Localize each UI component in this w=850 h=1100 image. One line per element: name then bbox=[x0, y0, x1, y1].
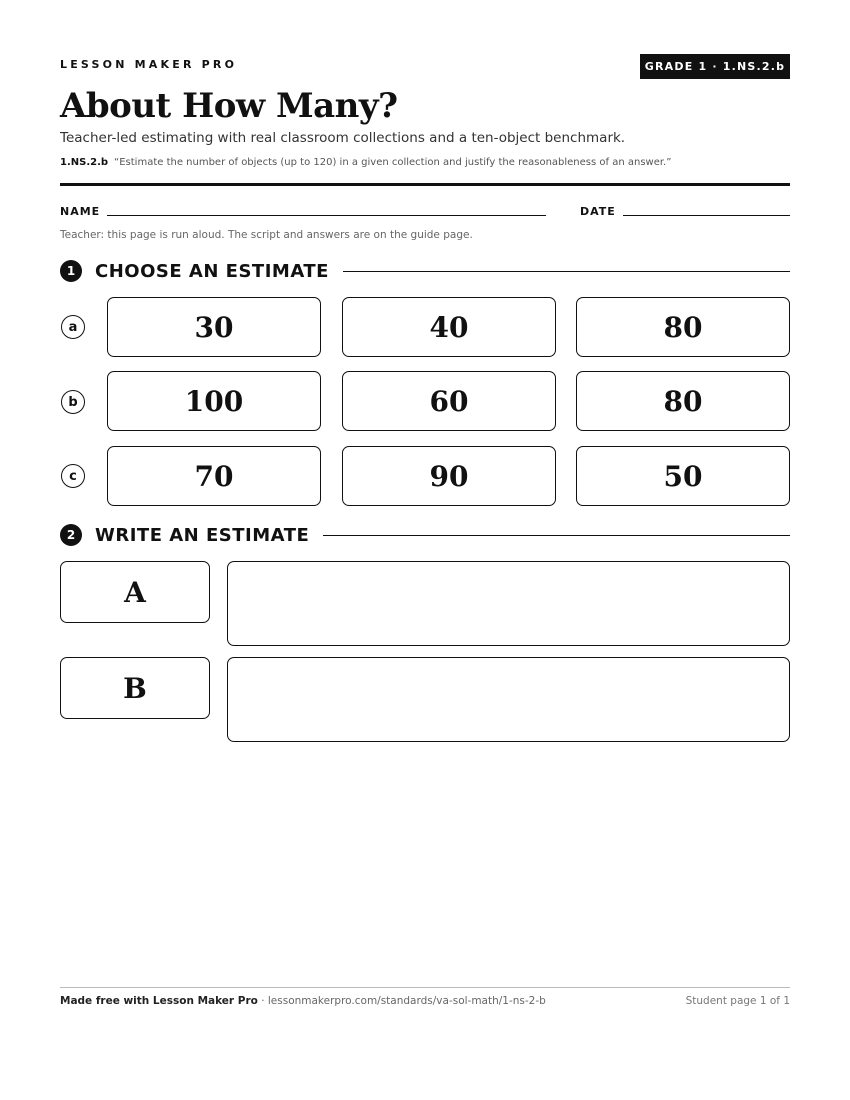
standard-code: 1.NS.2.b bbox=[60, 157, 109, 168]
choice-box[interactable]: 100 bbox=[107, 371, 321, 431]
section-number: 1 bbox=[60, 260, 82, 282]
date-field[interactable] bbox=[623, 215, 790, 216]
estimate-answer-box-a[interactable] bbox=[227, 561, 790, 646]
choice-box[interactable]: 90 bbox=[342, 446, 556, 506]
section-1-header bbox=[60, 259, 790, 283]
footer-separator: · bbox=[257, 995, 268, 1007]
header-divider bbox=[60, 183, 790, 186]
footer-url[interactable]: lessonmakerpro.com/standards/va-sol-math/1-ns-2-b bbox=[267, 995, 546, 1007]
section-rule bbox=[343, 271, 790, 272]
section-rule bbox=[323, 535, 790, 536]
footer-divider bbox=[60, 987, 790, 988]
standard-line bbox=[60, 157, 671, 168]
date-label: DATE bbox=[580, 205, 616, 218]
estimate-label-a: A bbox=[60, 561, 210, 623]
grade-badge: GRADE 1 · 1.NS.2.b bbox=[640, 54, 790, 79]
estimate-answer-box-b[interactable] bbox=[227, 657, 790, 742]
choice-box[interactable]: 40 bbox=[342, 297, 556, 357]
choice-box[interactable]: 80 bbox=[576, 297, 790, 357]
choice-box[interactable]: 70 bbox=[107, 446, 321, 506]
section-2-header bbox=[60, 523, 790, 547]
standard-text: “Estimate the number of objects (up to 120) in a given collection and justify the reasonableness of an answer.” bbox=[114, 157, 672, 168]
section-title: CHOOSE AN ESTIMATE bbox=[95, 260, 329, 282]
choice-box[interactable]: 50 bbox=[576, 446, 790, 506]
choice-box[interactable]: 80 bbox=[576, 371, 790, 431]
page-title: About How Many? bbox=[60, 86, 398, 126]
row-letter-c: c bbox=[61, 464, 85, 488]
estimate-label-b: B bbox=[60, 657, 210, 719]
choice-box[interactable]: 60 bbox=[342, 371, 556, 431]
section-number: 2 bbox=[60, 524, 82, 546]
choice-box[interactable]: 30 bbox=[107, 297, 321, 357]
footer-made-with: Made free with Lesson Maker Pro bbox=[60, 995, 258, 1007]
footer-credit bbox=[60, 995, 546, 1007]
footer-page-number: Student page 1 of 1 bbox=[685, 995, 790, 1007]
row-letter-b: b bbox=[61, 390, 85, 414]
teacher-note: Teacher: this page is run aloud. The script and answers are on the guide page. bbox=[60, 229, 473, 241]
brand-name: LESSON MAKER PRO bbox=[60, 58, 238, 71]
name-field[interactable] bbox=[107, 215, 546, 216]
name-label: NAME bbox=[60, 205, 101, 218]
row-letter-a: a bbox=[61, 315, 85, 339]
page-subtitle: Teacher-led estimating with real classroom collections and a ten-object benchmark. bbox=[60, 130, 626, 146]
section-title: WRITE AN ESTIMATE bbox=[95, 524, 310, 546]
